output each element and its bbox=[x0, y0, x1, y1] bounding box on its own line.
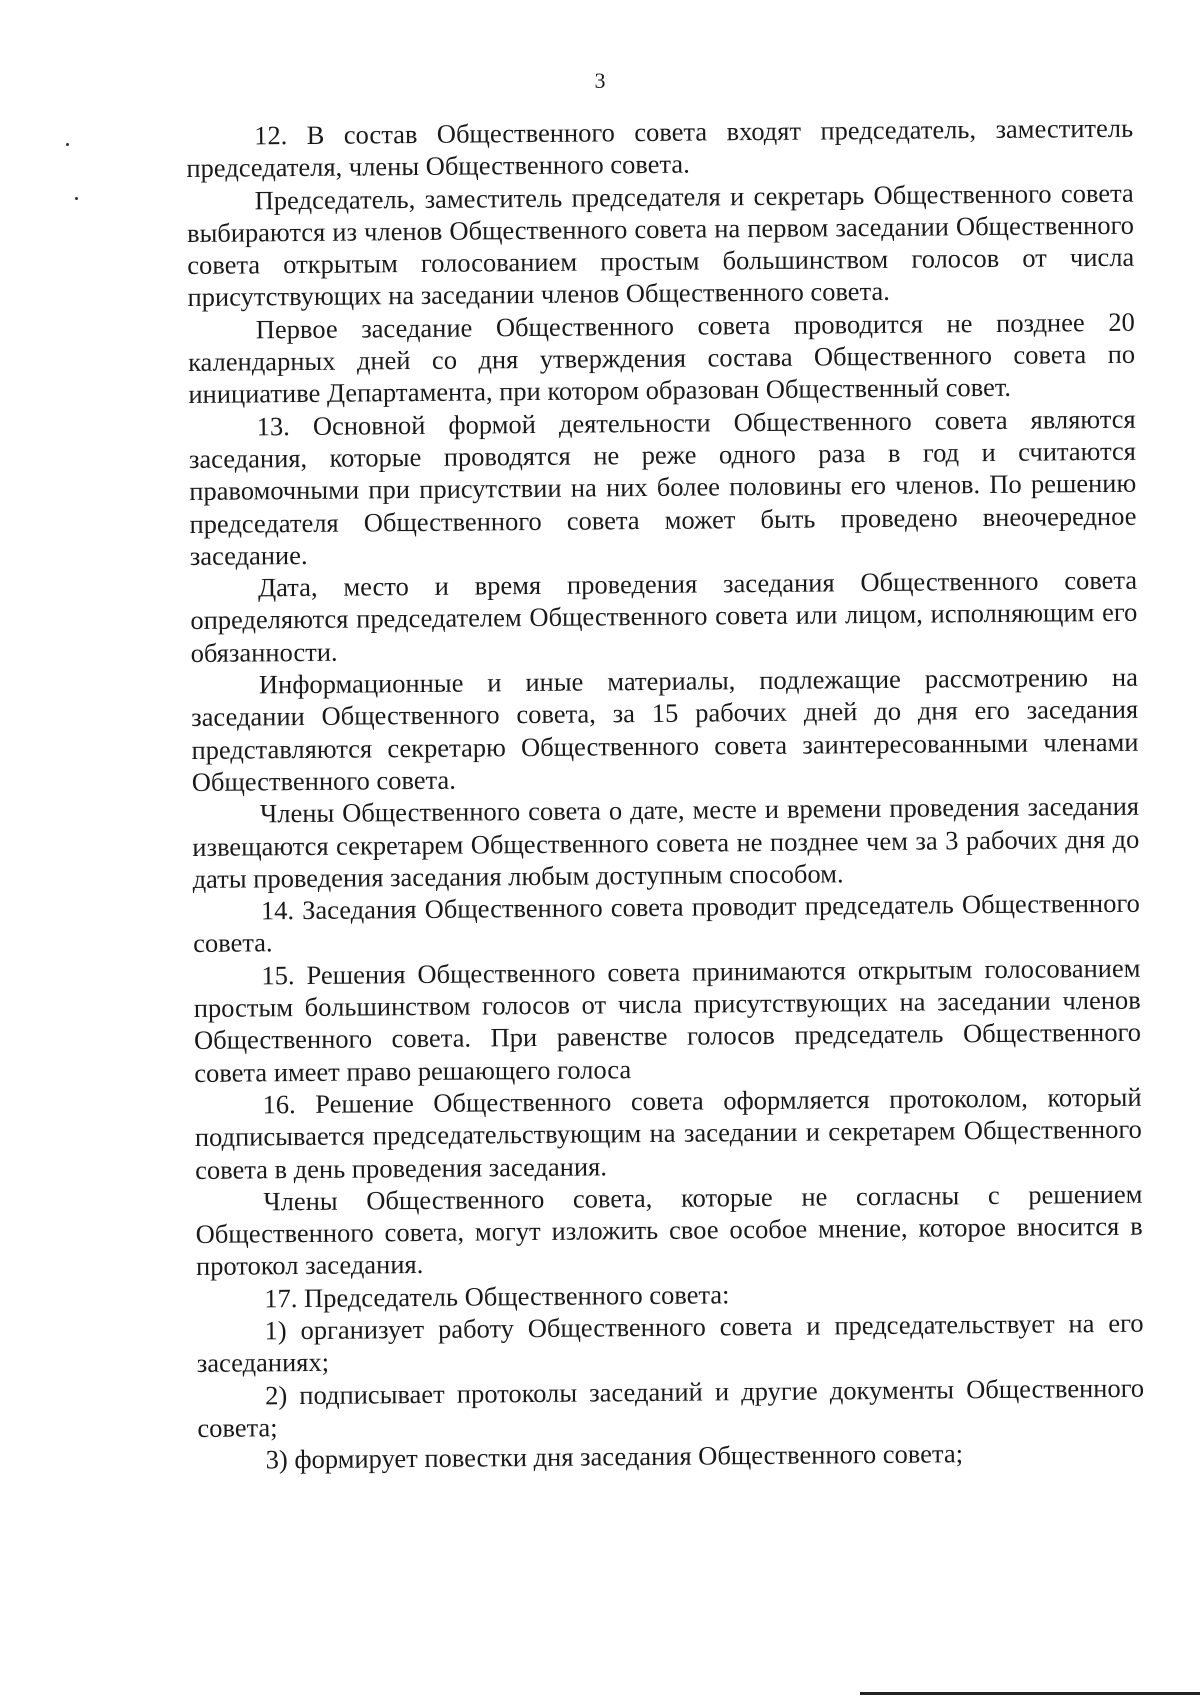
scan-dot bbox=[66, 143, 69, 146]
paragraph: 1) организует работу Общественного совета и председательствует на его заседаниях; bbox=[196, 1307, 1144, 1379]
paragraph: 16. Решение Общественного совета оформляется протоколом, который подписывается председательствующим на заседании и секретарем Общественного совета в день проведения заседания. bbox=[194, 1081, 1142, 1185]
scan-edge-line bbox=[860, 1692, 1200, 1695]
paragraph: 17. Председатель Общественного совета: bbox=[264, 1278, 730, 1314]
paragraph: Члены Общественного совета, которые не согласны с решением Общественного совета, могут изложить свое особое мнение, которое вносится в протокол заседания. bbox=[195, 1178, 1143, 1282]
paragraph: Дата, место и время проведения заседания Общественного совета определяются председателем Общественного совета или лицом, исполняющим его обязанности. bbox=[190, 564, 1138, 668]
paragraph: 13. Основной формой деятельности Общественного совета являются заседания, которые проводятся не реже одного раза в год и считаются правомочными при присутствии на них более половины его членов. По решению председателя Общественного совета может быть проведено внеочередное заседание. bbox=[188, 403, 1137, 571]
paragraph: Председатель, заместитель председателя и секретарь Общественного совета выбираются из членов Общественного совета на первом заседании Общественного совета открытым голосованием простым большинством голосов от числа присутствующих на заседании членов Общественного совета. bbox=[186, 177, 1135, 313]
paragraph: 15. Решения Общественного совета принимаются открытым голосованием простым большинством голосов от числа присутствующих на заседании членов Общественного совета. При равенстве голосов председатель Общественного совета имеет право решающего голоса bbox=[193, 952, 1142, 1088]
page-number: 3 bbox=[594, 68, 606, 93]
paragraph: 3) формирует повестки дня заседания Общественного совета; bbox=[265, 1438, 964, 1475]
paragraph: 2) подписывает протоколы заседаний и другие документы Общественного совета; bbox=[197, 1372, 1145, 1443]
paragraph: 12. В состав Общественного совета входят председатель, заместитель председателя, члены Общественного совета. bbox=[186, 112, 1134, 184]
paragraph: Информационные и иные материалы, подлежащие рассмотрению на заседании Общественного совета, за 15 рабочих дней до дня его заседания представляются секретарю Общественного совета заинтересованными членами Общественного совета. bbox=[191, 661, 1139, 797]
paragraph: Члены Общественного совета о дате, месте и времени проведения заседания извещаются секретарем Общественного совета не позднее чем за 3 рабочих дня до даты проведения заседания любым доступным способом. bbox=[192, 790, 1140, 894]
paragraph: Первое заседание Общественного совета проводится не позднее 20 календарных дней со дня утверждения состава Общественного совета по инициативе Департамента, при котором образован Общественный совет. bbox=[187, 306, 1136, 410]
paragraph: 14. Заседания Общественного совета проводит председатель Общественного совета. bbox=[193, 887, 1140, 959]
document-body bbox=[186, 112, 1145, 1477]
scan-dot bbox=[75, 197, 78, 200]
